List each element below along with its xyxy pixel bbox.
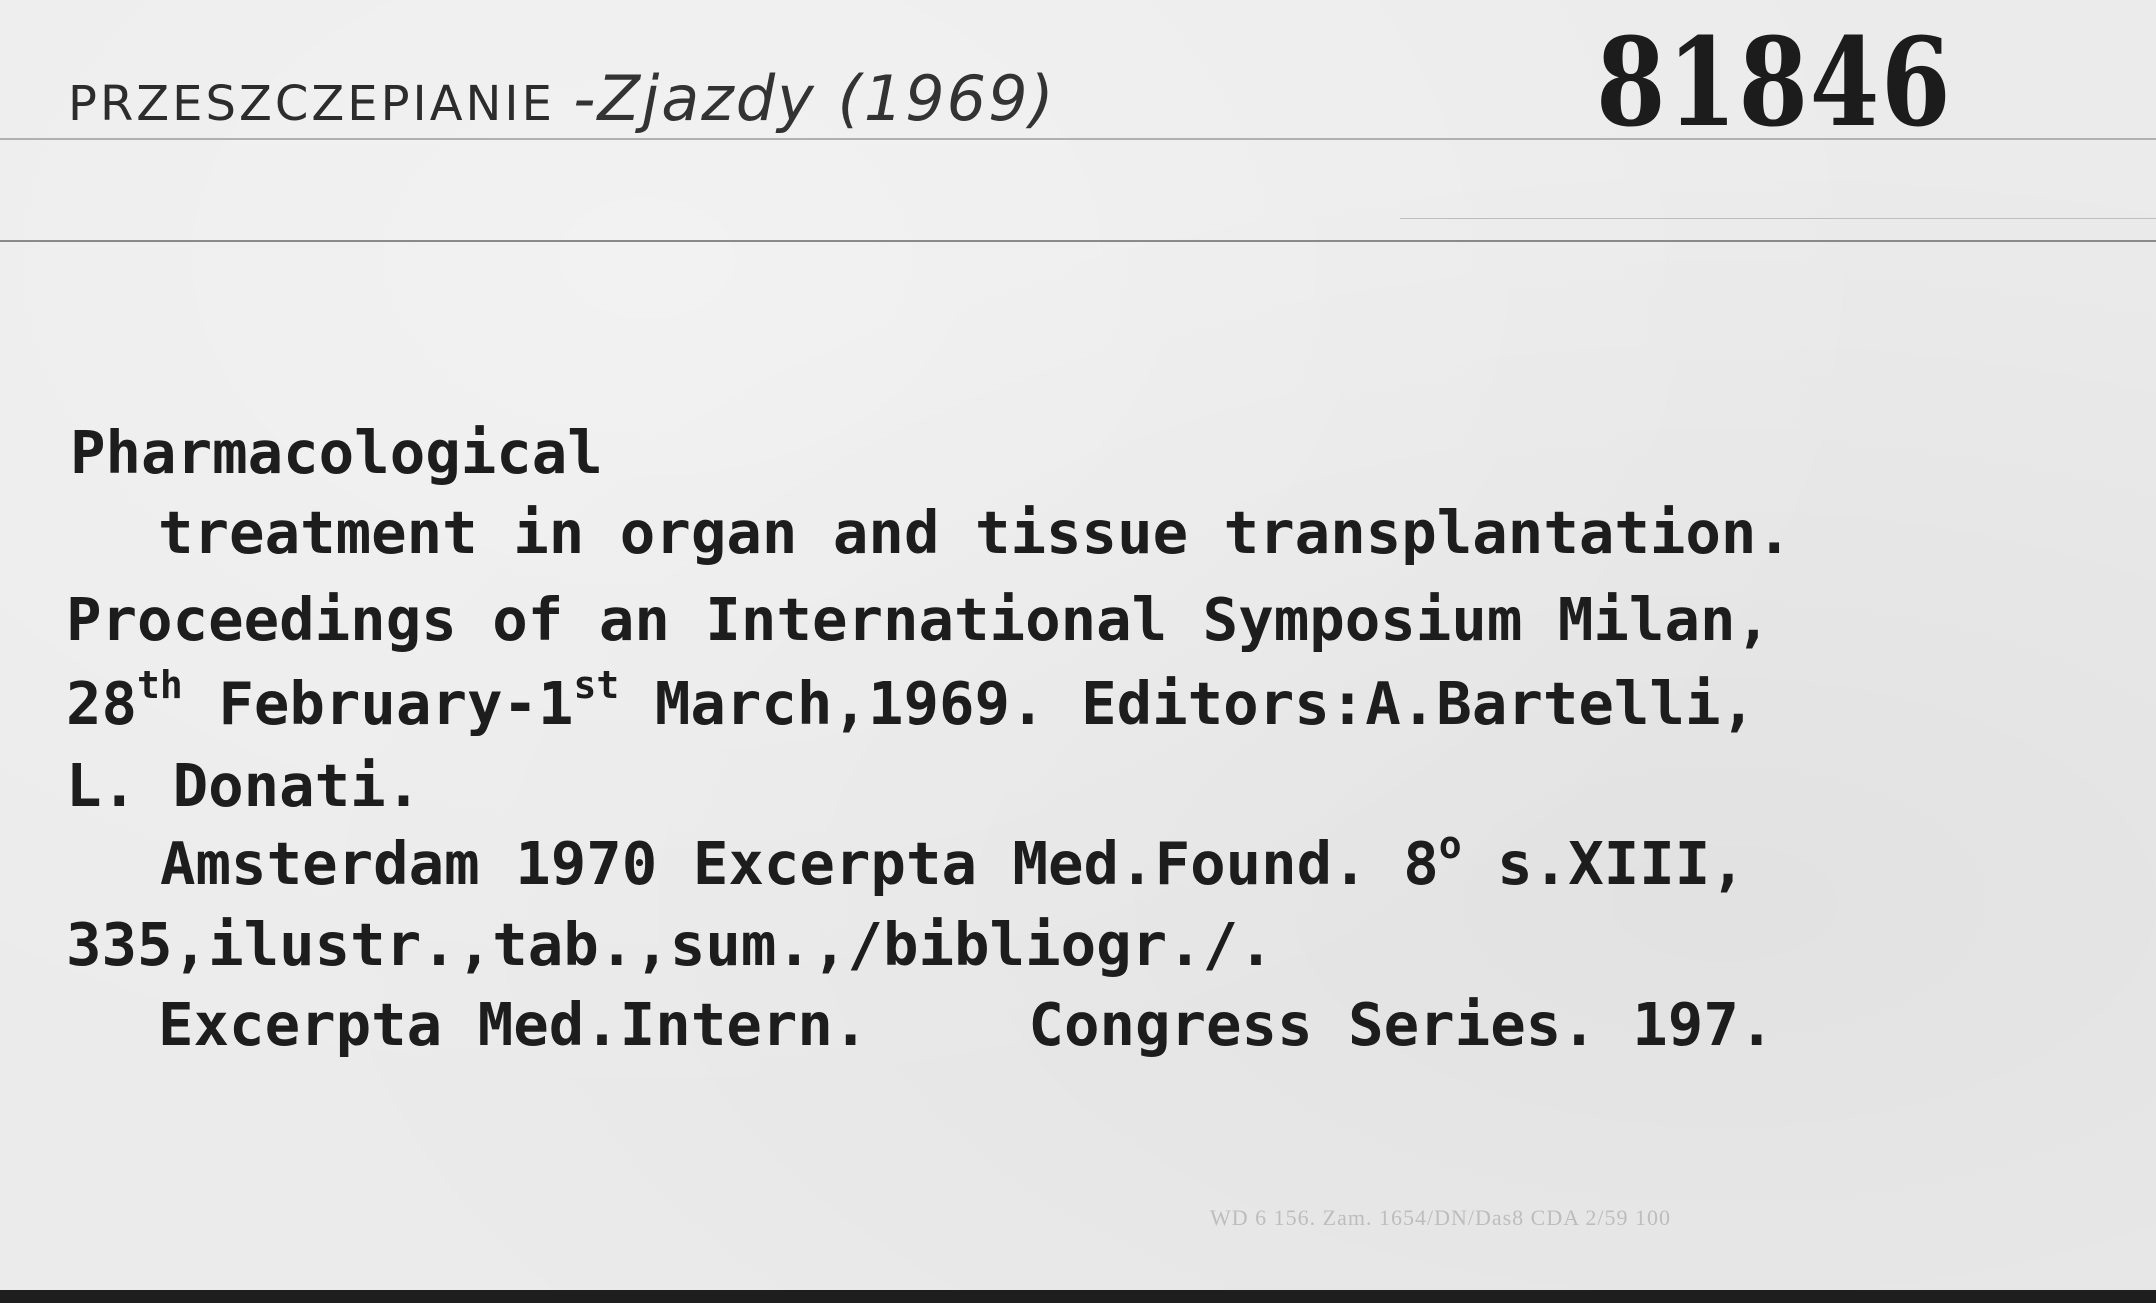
subject-heading (68, 62, 1056, 135)
date-day-1: 28 (66, 669, 138, 738)
card-number: 81846 (1596, 10, 1953, 154)
ordinal-th: th (137, 663, 183, 707)
entry-title-line-1: Pharmacological (70, 418, 603, 487)
entry-title-line-2: treatment in organ and tissue transplantation. (158, 498, 1792, 567)
imprint-text: Amsterdam 1970 Excerpta Med.Found. 8 (160, 829, 1439, 898)
entry-proceedings-line: Proceedings of an International Symposium Milan, (66, 585, 1772, 654)
faint-rule (1400, 218, 2156, 219)
entry-dates-editors-line (66, 663, 1756, 738)
entry-imprint-line (160, 823, 1746, 898)
ordinal-st: st (573, 663, 620, 707)
entry-series-line (158, 990, 1774, 1059)
entry-editor-line: L. Donati. (66, 751, 422, 820)
date-range: February-1 (182, 669, 574, 738)
scan-edge (0, 1290, 2156, 1303)
subject-heading-handwritten: -Zjazdy (1969) (573, 62, 1056, 135)
heading-rule (0, 240, 2156, 242)
degree-sign: o (1438, 823, 1462, 867)
subject-heading-typed: PRZESZCZEPIANIE (68, 76, 574, 132)
pagination-roman: s.XIII, (1461, 829, 1746, 898)
entry-collation-line: 335,ilustr.,tab.,sum.,/bibliogr./. (66, 910, 1274, 979)
year-editors: March,1969. Editors:A.Bartelli, (619, 669, 1756, 738)
series-name: Congress Series. 197. (1028, 990, 1775, 1059)
printer-imprint: WD 6 156. Zam. 1654/DN/Das8 CDA 2/59 100 (1210, 1205, 1672, 1230)
series-publisher: Excerpta Med.Intern. (158, 990, 869, 1059)
